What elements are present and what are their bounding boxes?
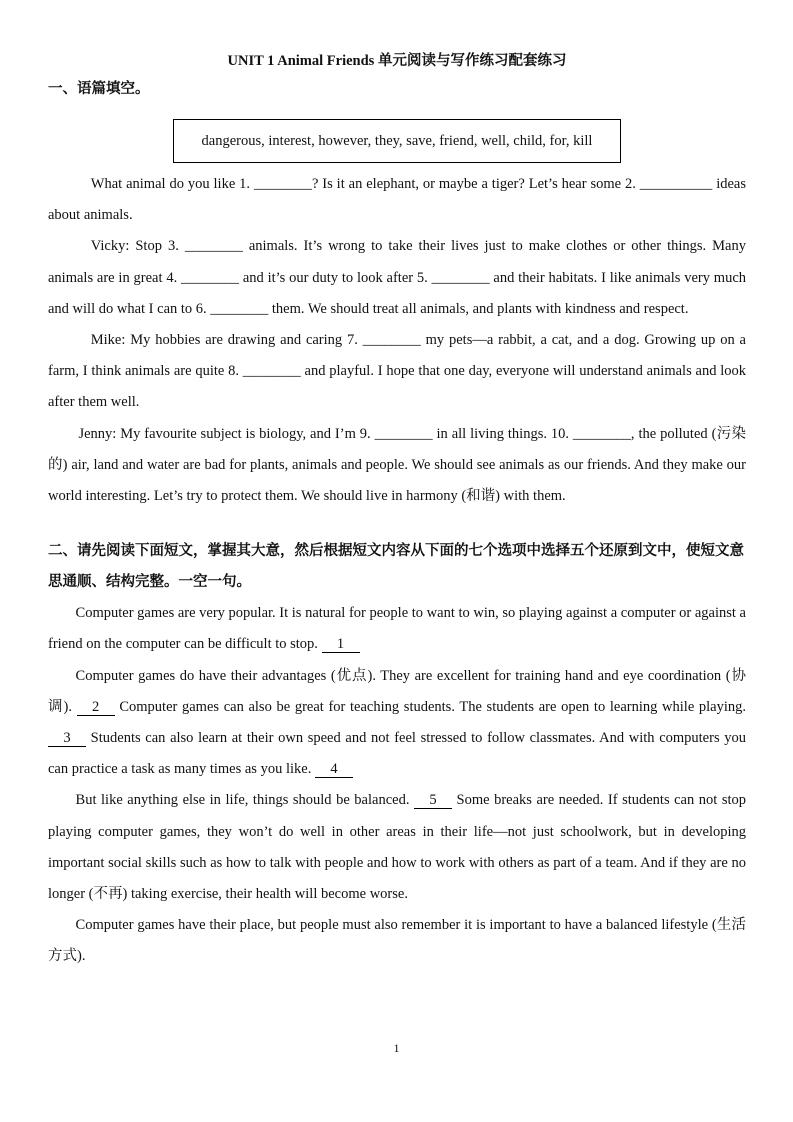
section2-p2-text-b: Computer games can also be great for teaching students. The students are open to learning while playing. bbox=[119, 698, 747, 715]
section2-paragraph-4: Computer games have their place, but people must also remember it is important to have a balanced lifestyle (生活方式). bbox=[48, 917, 746, 965]
section2-heading: 二、请先阅读下面短文，掌握其大意，然后根据短文内容从下面的七个选项中选择五个还原到文中，使短文意思通顺、结构完整。一空一句。 bbox=[48, 543, 744, 591]
section2-p3-text-a: But like anything else in life, things should be balanced. bbox=[75, 792, 410, 809]
section1-heading: 一、语篇填空。 bbox=[48, 81, 150, 97]
document-page bbox=[48, 48, 746, 973]
section2-paragraph-1 bbox=[48, 598, 746, 660]
section1-paragraph-jenny: Jenny: My favourite subject is biology, and I’m 9. ________ in all living things. 10. ________, the polluted (污染的) air, land and water are bad for plants, animals and people. We should see animals as our friends. And they make our world interesting. Let’s try to protect them. We should live in harmony (和谐) with them. bbox=[48, 425, 746, 505]
answer-blank-3[interactable]: 3 bbox=[48, 730, 86, 747]
answer-blank-4[interactable]: 4 bbox=[315, 761, 353, 778]
word-bank-box: dangerous, interest, however, they, save, friend, well, child, for, kill bbox=[173, 119, 621, 163]
page-number: 1 bbox=[393, 1041, 400, 1055]
section2-paragraph-3 bbox=[48, 785, 746, 910]
section1-paragraph-vicky: Vicky: Stop 3. ________ animals. It’s wrong to take their lives just to make clothes or other things. Many animals are in great 4. ________ and it’s our duty to look after 5. ________ and their habitats. I like animals very much and will do what I can to 6. ________ them. We should treat all animals, and plants with kindness and respect. bbox=[48, 238, 746, 317]
section2-p3-text-b: Some breaks are needed. If students can not stop playing computer games, they won’t do well in other areas in their life—not just schoolwork, but in developing important social skills such as how to talk with people and how to work with others as part of a team. And if they are no longer (不再) taking exercise, their health will become worse. bbox=[48, 792, 746, 903]
answer-blank-1[interactable]: 1 bbox=[322, 636, 360, 653]
answer-blank-5[interactable]: 5 bbox=[414, 792, 452, 809]
document-title: UNIT 1 Animal Friends 单元阅读与写作练习配套练习 bbox=[227, 53, 567, 69]
section2-p2-text-a: Computer games do have their advantages (优点). They are excellent for training hand and eye coordination (协调). bbox=[48, 667, 746, 715]
section1-paragraph-intro: What animal do you like 1. ________? Is it an elephant, or maybe a tiger? Let’s hear some 2. __________ ideas about animals. bbox=[48, 176, 746, 224]
section2-p2-text-c: Students can also learn at their own speed and not feel stressed to follow classmates. And with computers you can practice a task as many times as you like. bbox=[48, 730, 747, 778]
answer-blank-2[interactable]: 2 bbox=[77, 699, 115, 716]
section1-paragraph-mike: Mike: My hobbies are drawing and caring 7. ________ my pets—a rabbit, a cat, and a dog. Growing up on a farm, I think animals are quite 8. ________ and playful. I hope that one day, everyone will understand animals and look after them well. bbox=[48, 332, 746, 411]
section2-paragraph-2 bbox=[48, 661, 746, 786]
section2-p1-text: Computer games are very popular. It is natural for people to want to win, so playing against a computer or against a friend on the computer can be difficult to stop. bbox=[48, 605, 746, 653]
